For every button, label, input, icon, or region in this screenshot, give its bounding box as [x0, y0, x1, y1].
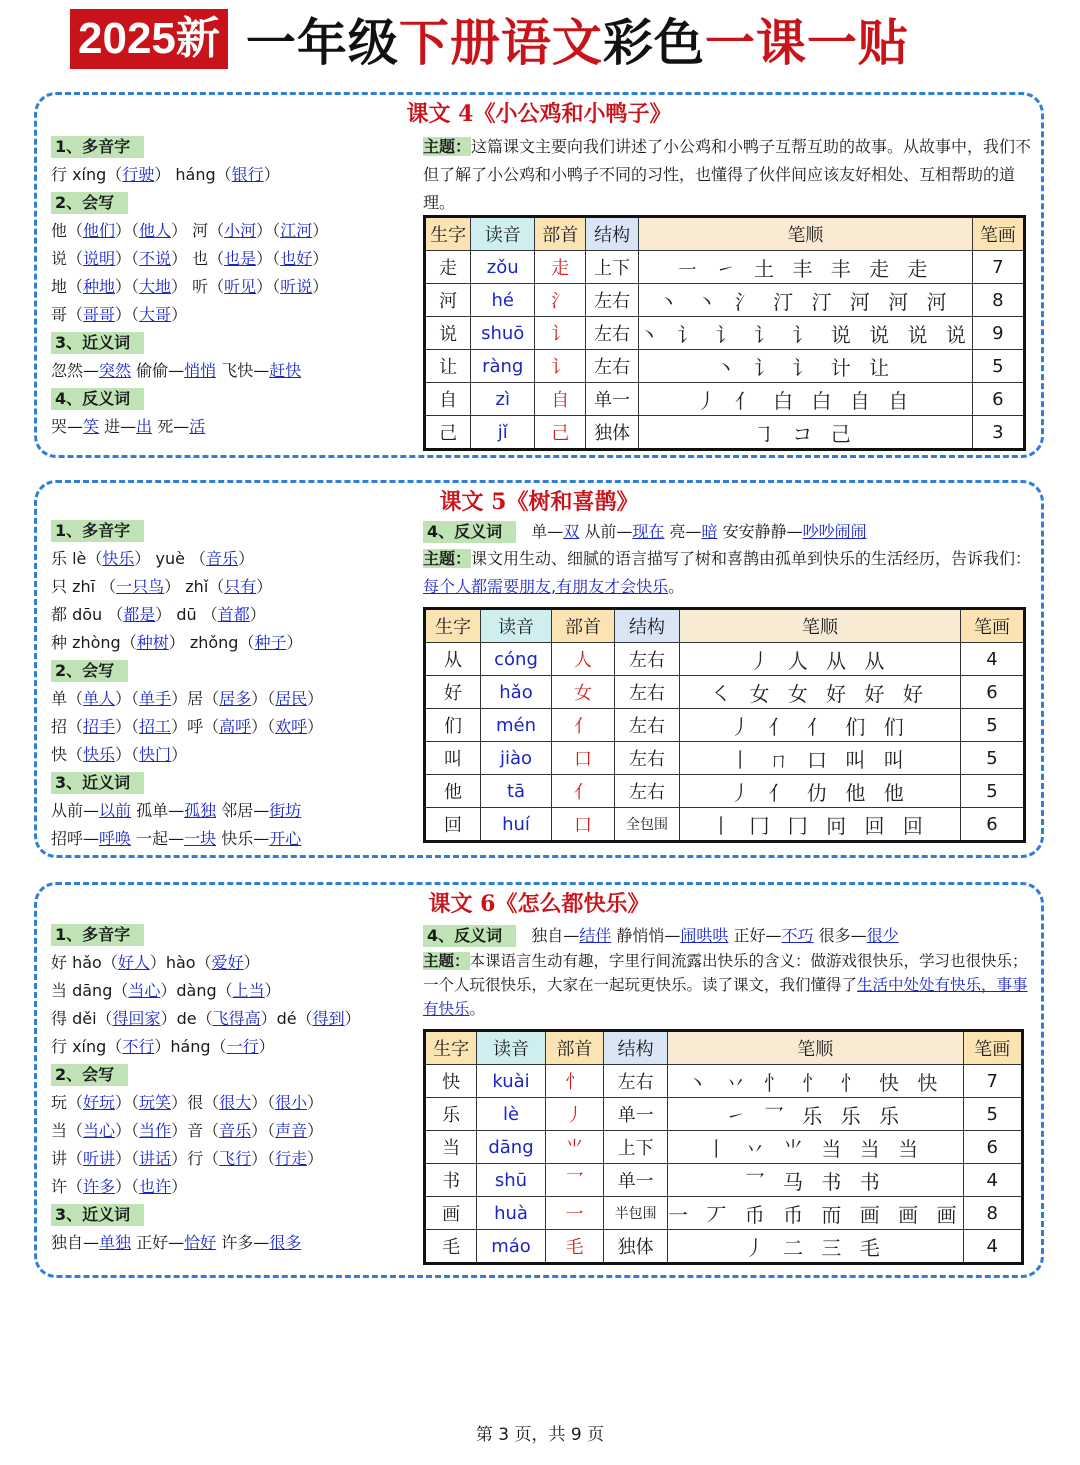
table-row	[425, 643, 1025, 676]
synonym-line: 招呼—呼唤 一起—一块 快乐—开心	[51, 829, 302, 848]
stroke-order-cell: 丨 冂 冂 冋 回 回	[680, 808, 961, 842]
structure-cell: 独体	[604, 1230, 668, 1264]
pinyin-cell: zì	[471, 383, 535, 416]
structure-cell: 左右	[615, 643, 680, 676]
write-line: 招（招手）（招工）呼（高呼）（欢呼）	[51, 717, 324, 736]
table-row	[425, 383, 1025, 416]
polyphone-line: 种 zhòng（种树） zhǒng（种子）	[51, 633, 303, 652]
stroke-order-cell: ㇛ 女 女 好 好 好	[680, 676, 961, 709]
stroke-order-cell: ㇐ ㇀ 土 丰 丰 走 走	[638, 251, 972, 284]
pinyin-cell: jiào	[481, 742, 552, 775]
structure-cell: 左右	[586, 317, 639, 350]
stroke-count-cell: 4	[963, 1164, 1022, 1197]
radical-cell: 忄	[545, 1065, 603, 1098]
structure-cell: 左右	[586, 350, 639, 383]
stroke-count-cell: 5	[961, 775, 1025, 808]
stroke-order-cell: 丿 亻 白 白 自 自	[638, 383, 972, 416]
structure-cell: 左右	[604, 1065, 668, 1098]
page-title: 一年级下册语文彩色一课一贴	[245, 13, 909, 72]
section-heading: 2、会写	[51, 1064, 128, 1086]
table-row	[425, 416, 1025, 450]
stroke-count-cell: 6	[961, 676, 1025, 709]
pinyin-cell: huà	[477, 1197, 545, 1230]
pinyin-cell: tā	[481, 775, 552, 808]
structure-cell: 左右	[615, 709, 680, 742]
pinyin-cell: dāng	[477, 1131, 545, 1164]
antonym-line: 哭—笑 进—出 死—活	[51, 417, 206, 436]
radical-cell: 亻	[552, 775, 615, 808]
stroke-count-cell: 7	[972, 251, 1024, 284]
structure-cell: 单一	[586, 383, 639, 416]
polyphone-line: 只 zhī （一只鸟） zhǐ（只有）	[51, 577, 273, 596]
stroke-count-cell: 6	[963, 1131, 1022, 1164]
radical-cell: 自	[535, 383, 586, 416]
section-heading: 1、多音字	[51, 924, 144, 946]
stroke-order-cell: ㇆ コ 己	[638, 416, 972, 450]
structure-cell: 独体	[586, 416, 639, 450]
polyphone-line: 乐 lè（快乐） yuè （音乐）	[51, 549, 255, 568]
pinyin-cell: mén	[481, 709, 552, 742]
section-heading: 3、近义词	[51, 1204, 144, 1226]
table-row	[425, 1197, 1023, 1230]
radical-cell: 丿	[545, 1098, 603, 1131]
polyphone-line: 当 dāng（当心）dàng（上当）	[51, 981, 281, 1000]
section-heading: 3、近义词	[51, 772, 144, 794]
pinyin-cell: kuài	[477, 1065, 545, 1098]
write-line: 说（说明）（不说） 也（也是）（也好）	[51, 249, 329, 268]
stroke-count-cell: 3	[972, 416, 1024, 450]
section-heading: 4、反义词	[51, 388, 144, 410]
character-cell: 自	[425, 383, 471, 416]
character-cell: 好	[425, 676, 481, 709]
synonym-line: 忽然—突然 偷偷—悄悄 飞快—赶快	[51, 361, 302, 380]
table-row	[425, 709, 1025, 742]
synonym-line: 从前—以前 孤单—孤独 邻居—街坊	[51, 801, 302, 820]
write-line: 哥（哥哥）（大哥）	[51, 305, 188, 324]
structure-cell: 左右	[615, 775, 680, 808]
character-table: 生字 读音 部首 结构 笔顺 笔画 从 cóng 人 左右 丿 人 从 从 4 好 hǎo 女 左右 ㇛ 女 女 好 好 好 6 们 mén 亻 左右 丿 亻 亻 们 们 5 叫 jiào 口 左右 丨 ㄇ 口 叫 叫 5 他 tā 亻 左右 丿 亻 仂 他 他 5 回 huí 口 全包围 丨 冂 冂 冋 回 回 6	[423, 607, 1026, 843]
stroke-count-cell: 8	[963, 1197, 1022, 1230]
stroke-order-cell: 丨 ㄇ 口 叫 叫	[680, 742, 961, 775]
structure-cell: 左右	[615, 676, 680, 709]
lesson-4-panel	[34, 92, 1044, 458]
character-cell: 让	[425, 350, 471, 383]
antonym-line: 4、反义词 独自—结伴 静悄悄—闹哄哄 正好—不巧 很多—很少	[423, 923, 1033, 947]
theme-paragraph: 主题：这篇课文主要向我们讲述了小公鸡和小鸭子互帮互助的故事。从故事中，我们不但了解了小公鸡和小鸭子不同的习性，也懂得了伙伴间应该友好相处、互相帮助的道理。	[423, 137, 1032, 212]
stroke-count-cell: 4	[961, 643, 1025, 676]
write-line: 讲（听讲）（讲话）行（飞行）（行走）	[51, 1149, 324, 1168]
character-table: 生字 读音 部首 结构 笔顺 笔画 快 kuài 忄 左右 丶 丷 忄 忄 忄 快 快 7 乐 lè 丿 单一 ㇀ 乛 乐 乐 乐 5 当 dāng ⺌ 上下 丨 丷 ⺌ 当 当 当 6 书 shū 乛 单一 乛 马 书 书 4 画 huà 一 半包围 一 丆 币 币 而 画 画 画 8 毛 máo 毛 独体 丿 二 三 毛 4	[423, 1029, 1024, 1265]
polyphone-line: 行 xíng（不行）háng（一行）	[51, 1037, 275, 1056]
section-heading: 2、会写	[51, 192, 128, 214]
pinyin-cell: lè	[477, 1098, 545, 1131]
lesson-5-panel	[34, 480, 1044, 858]
table-row	[425, 1098, 1023, 1131]
section-heading: 1、多音字	[51, 136, 144, 158]
structure-cell: 全包围	[615, 808, 680, 842]
write-line: 快（快乐）（快门）	[51, 745, 188, 764]
structure-cell: 左右	[586, 284, 639, 317]
pinyin-cell: máo	[477, 1230, 545, 1264]
pinyin-cell: shuō	[471, 317, 535, 350]
table-row	[425, 808, 1025, 842]
lesson-6-panel	[34, 882, 1044, 1278]
character-cell: 从	[425, 643, 481, 676]
radical-cell: 女	[552, 676, 615, 709]
write-line: 许（许多）（也许）	[51, 1177, 188, 1196]
stroke-order-cell: 丿 亻 亻 们 们	[680, 709, 961, 742]
table-row	[425, 676, 1025, 709]
radical-cell: 讠	[535, 350, 586, 383]
stroke-order-cell: 乛 马 书 书	[668, 1164, 964, 1197]
radical-cell: 一	[545, 1197, 603, 1230]
structure-cell: 半包围	[604, 1197, 668, 1230]
write-line: 玩（好玩）（玩笑）很（很大）（很小）	[51, 1093, 324, 1112]
character-cell: 当	[425, 1131, 477, 1164]
pinyin-cell: ràng	[471, 350, 535, 383]
polyphone-line: 好 hǎo（好人）hào（爱好）	[51, 953, 260, 972]
table-row	[425, 350, 1025, 383]
radical-cell: 己	[535, 416, 586, 450]
table-row	[425, 1131, 1023, 1164]
stroke-order-cell: 丿 人 从 从	[680, 643, 961, 676]
table-row	[425, 742, 1025, 775]
table-row	[425, 1065, 1023, 1098]
stroke-order-cell: 丶 丶 氵 汀 汀 河 河 河	[638, 284, 972, 317]
radical-cell: 亻	[552, 709, 615, 742]
structure-cell: 左右	[615, 742, 680, 775]
structure-cell: 单一	[604, 1098, 668, 1131]
lesson-title: 课文 5《树和喜鹊》	[439, 489, 639, 515]
structure-cell: 上下	[586, 251, 639, 284]
character-cell: 乐	[425, 1098, 477, 1131]
synonym-line: 独自—单独 正好—恰好 许多—很多	[51, 1233, 302, 1252]
character-cell: 快	[425, 1065, 477, 1098]
write-line: 地（种地）（大地） 听（听见）（听说）	[51, 277, 329, 296]
stroke-order-cell: 丿 二 三 毛	[668, 1230, 964, 1264]
page-header	[70, 8, 909, 70]
pinyin-cell: zǒu	[471, 251, 535, 284]
write-line: 他（他们）（他人） 河（小河）（江河）	[51, 221, 329, 240]
polyphone-line: 行 xíng（行驶） háng（银行）	[51, 165, 280, 184]
character-cell: 毛	[425, 1230, 477, 1264]
stroke-order-cell: ㇀ 乛 乐 乐 乐	[668, 1098, 964, 1131]
section-heading: 3、近义词	[51, 332, 144, 354]
stroke-count-cell: 8	[972, 284, 1024, 317]
pinyin-cell: shū	[477, 1164, 545, 1197]
character-cell: 说	[425, 317, 471, 350]
page-footer: 第 3 页，共 9 页	[475, 1425, 605, 1445]
polyphone-line: 都 dōu （都是） dū （首都）	[51, 605, 266, 624]
character-table: 生字 读音 部首 结构 笔顺 笔画 走 zǒu 走 上下 ㇐ ㇀ 土 丰 丰 走 走 7 河 hé 氵 左右 丶 丶 氵 汀 汀 河 河 河 8 说 shuō 讠 左右 丶 讠 讠 讠 讠 说 说 说 说 9 让 ràng 讠 左右 丶 讠 讠 计 让 5 自 zì 自 单一 丿 亻 白 白 自 自 6 己 jǐ 己 独体 ㇆ コ 己 3	[423, 215, 1026, 451]
stroke-count-cell: 7	[963, 1065, 1022, 1098]
write-line: 当（当心）（当作）音（音乐）（声音）	[51, 1121, 324, 1140]
stroke-count-cell: 9	[972, 317, 1024, 350]
year-badge: 2025新	[70, 9, 228, 69]
pinyin-cell: cóng	[481, 643, 552, 676]
character-cell: 走	[425, 251, 471, 284]
section-heading: 4、反义词	[423, 925, 516, 947]
table-row	[425, 775, 1025, 808]
lesson-title: 课文 6《怎么都快乐》	[428, 891, 650, 917]
character-cell: 他	[425, 775, 481, 808]
stroke-order-cell: 丶 讠 讠 计 让	[638, 350, 972, 383]
stroke-order-cell: 丶 讠 讠 讠 讠 说 说 说 说	[638, 317, 972, 350]
radical-cell: 乛	[545, 1164, 603, 1197]
character-cell: 己	[425, 416, 471, 450]
table-row	[425, 1230, 1023, 1264]
stroke-count-cell: 5	[961, 742, 1025, 775]
stroke-order-cell: 丿 亻 仂 他 他	[680, 775, 961, 808]
stroke-count-cell: 5	[961, 709, 1025, 742]
radical-cell: 毛	[545, 1230, 603, 1264]
stroke-order-cell: 丶 丷 忄 忄 忄 快 快	[668, 1065, 964, 1098]
radical-cell: 口	[552, 742, 615, 775]
stroke-order-cell: 一 丆 币 币 而 画 画 画	[668, 1197, 964, 1230]
radical-cell: 氵	[535, 284, 586, 317]
radical-cell: 走	[535, 251, 586, 284]
pinyin-cell: jǐ	[471, 416, 535, 450]
character-cell: 们	[425, 709, 481, 742]
stroke-count-cell: 6	[961, 808, 1025, 842]
radical-cell: 讠	[535, 317, 586, 350]
character-cell: 书	[425, 1164, 477, 1197]
radical-cell: 口	[552, 808, 615, 842]
character-cell: 回	[425, 808, 481, 842]
character-cell: 河	[425, 284, 471, 317]
antonym-line: 4、反义词 单—双 从前—现在 亮—暗 安安静静—吵吵闹闹	[423, 519, 1033, 543]
radical-cell: 人	[552, 643, 615, 676]
polyphone-line: 得 děi（得回家）de（飞得高）dé（得到）	[51, 1009, 361, 1028]
table-row	[425, 1164, 1023, 1197]
table-row	[425, 284, 1025, 317]
structure-cell: 上下	[604, 1131, 668, 1164]
character-cell: 叫	[425, 742, 481, 775]
stroke-count-cell: 4	[963, 1230, 1022, 1264]
structure-cell: 单一	[604, 1164, 668, 1197]
stroke-count-cell: 6	[972, 383, 1024, 416]
table-row	[425, 317, 1025, 350]
theme-paragraph: 主题：课文用生动、细腻的语言描写了树和喜鹊由孤单到快乐的生活经历，告诉我们：每个人都需要朋友,有朋友才会快乐。	[423, 549, 1032, 596]
character-cell: 画	[425, 1197, 477, 1230]
section-heading: 2、会写	[51, 660, 128, 682]
lesson-title: 课文 4《小公鸡和小鸭子》	[406, 101, 672, 127]
stroke-order-cell: 丨 丷 ⺌ 当 当 当	[668, 1131, 964, 1164]
section-heading: 1、多音字	[51, 520, 144, 542]
stroke-count-cell: 5	[963, 1098, 1022, 1131]
pinyin-cell: hé	[471, 284, 535, 317]
section-heading: 4、反义词	[423, 521, 516, 543]
write-line: 单（单人）（单手）居（居多）（居民）	[51, 689, 324, 708]
pinyin-cell: huí	[481, 808, 552, 842]
stroke-count-cell: 5	[972, 350, 1024, 383]
table-row	[425, 251, 1025, 284]
theme-paragraph: 主题：本课语言生动有趣，字里行间流露出快乐的含义：做游戏很快乐，学习也很快乐；一个人玩很快乐，大家在一起玩更快乐。读了课文，我们懂得了生活中处处有快乐，事事有快乐。	[423, 952, 1028, 1018]
pinyin-cell: hǎo	[481, 676, 552, 709]
radical-cell: ⺌	[545, 1131, 603, 1164]
